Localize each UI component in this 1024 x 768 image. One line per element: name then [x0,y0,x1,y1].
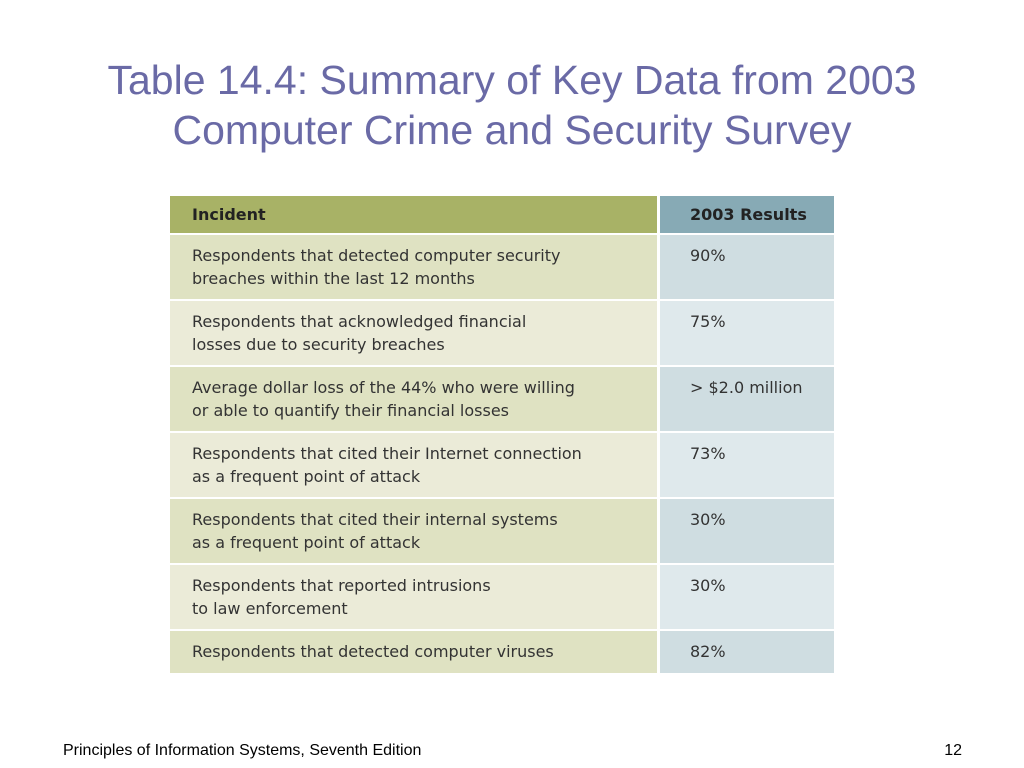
table-row [170,433,834,499]
incident-cell: Respondents that detected computer viruses [170,631,660,673]
incident-column-header: Incident [170,196,660,233]
table-row [170,301,834,367]
incident-cell: Average dollar loss of the 44% who were willing or able to quantify their financial losses [170,367,660,431]
result-cell: 30% [660,499,834,563]
incident-cell: Respondents that reported intrusions to law enforcement [170,565,660,629]
incident-cell: Respondents that cited their internal systems as a frequent point of attack [170,499,660,563]
footer-book-title: Principles of Information Systems, Seventh Edition [63,742,422,759]
table-row [170,499,834,565]
incident-cell: Respondents that cited their Internet connection as a frequent point of attack [170,433,660,497]
incident-cell: Respondents that detected computer security breaches within the last 12 months [170,235,660,299]
result-cell: 90% [660,235,834,299]
survey-data-table [170,196,834,675]
table-row [170,235,834,301]
result-cell: 73% [660,433,834,497]
incident-cell: Respondents that acknowledged financial losses due to security breaches [170,301,660,365]
results-column-header: 2003 Results [660,196,834,233]
result-cell: 75% [660,301,834,365]
table-row [170,565,834,631]
slide-title-line-2: Computer Crime and Security Survey [172,107,852,153]
table-row [170,631,834,675]
result-cell: 82% [660,631,834,673]
table-header-row [170,196,834,235]
slide-title-line-1: Table 14.4: Summary of Key Data from 2003 [107,57,917,103]
table-row [170,367,834,433]
result-cell: > $2.0 million [660,367,834,431]
page-number: 12 [944,742,962,759]
slide-title [0,55,1024,155]
result-cell: 30% [660,565,834,629]
